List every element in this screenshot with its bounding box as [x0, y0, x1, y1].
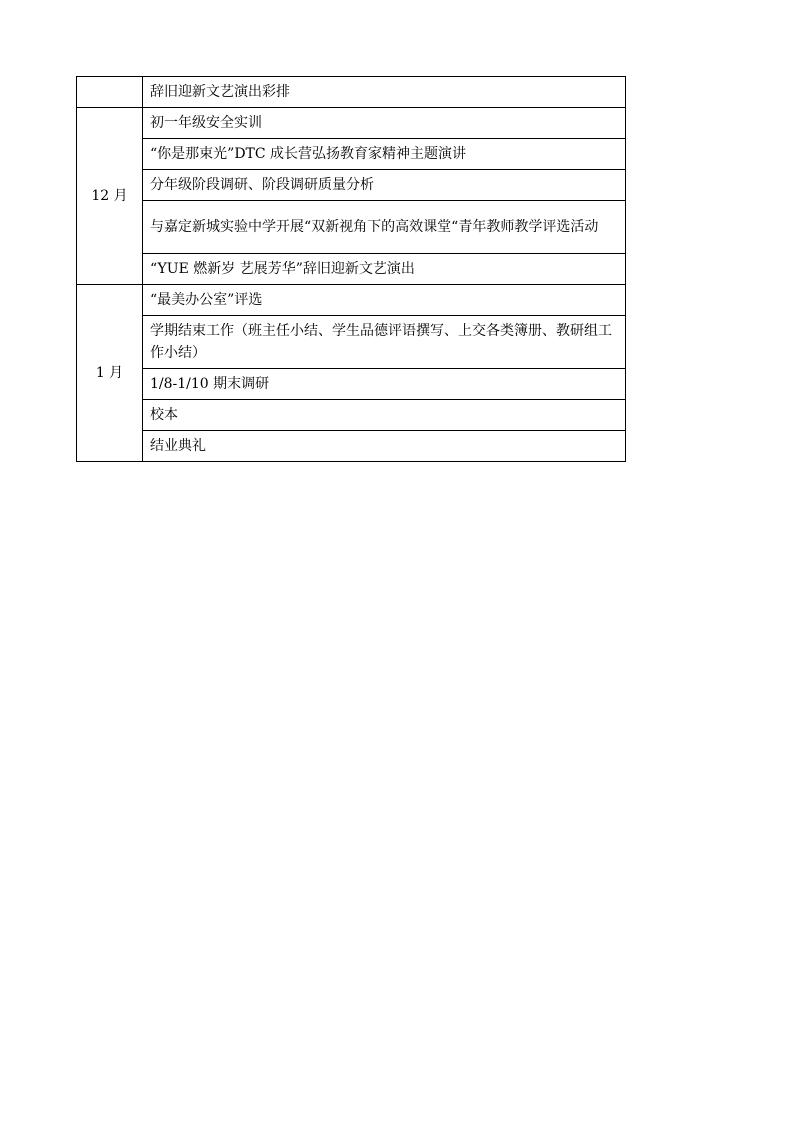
month-cell: 12 月 — [77, 108, 143, 285]
table-row — [77, 77, 626, 108]
month-cell: 1 月 — [77, 285, 143, 462]
table-row — [77, 170, 626, 201]
event-cell: 结业典礼 — [143, 431, 626, 462]
month-cell — [77, 77, 143, 108]
event-cell: 学期结束工作（班主任小结、学生品德评语撰写、上交各类簿册、教研组工作小结） — [143, 316, 626, 369]
event-cell: 1/8-1/10 期末调研 — [143, 369, 626, 400]
table-row — [77, 285, 626, 316]
event-cell: “你是那束光”DTC 成长营弘扬教育家精神主题演讲 — [143, 139, 626, 170]
table-row — [77, 431, 626, 462]
event-cell: “YUE 燃新岁 艺展芳华”辞旧迎新文艺演出 — [143, 254, 626, 285]
event-cell: 校本 — [143, 400, 626, 431]
table-row — [77, 400, 626, 431]
table-row — [77, 316, 626, 369]
table-row — [77, 139, 626, 170]
event-cell: 与嘉定新城实验中学开展“双新视角下的高效课堂“青年教师教学评选活动 — [143, 201, 626, 254]
table-row — [77, 369, 626, 400]
schedule-table — [76, 76, 626, 462]
table-row — [77, 254, 626, 285]
table-row — [77, 201, 626, 254]
table-row — [77, 108, 626, 139]
event-cell: 辞旧迎新文艺演出彩排 — [143, 77, 626, 108]
event-cell: “最美办公室”评选 — [143, 285, 626, 316]
event-cell: 分年级阶段调研、阶段调研质量分析 — [143, 170, 626, 201]
event-cell: 初一年级安全实训 — [143, 108, 626, 139]
